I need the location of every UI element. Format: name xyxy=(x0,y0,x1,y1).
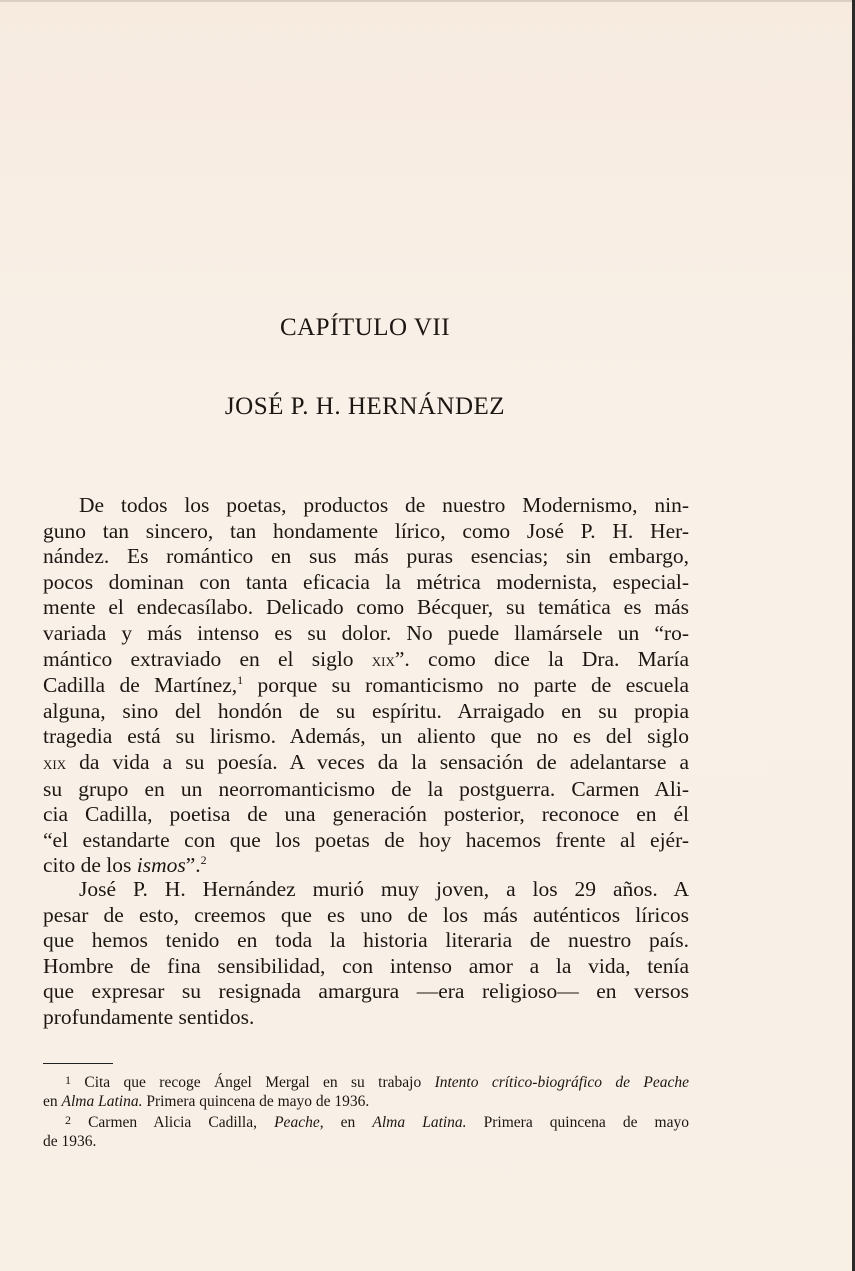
text-line: Hombre de fina sensibilidad, con intenso amor a la vida, tenía xyxy=(43,953,689,978)
text-line: alguna, sino del hondón de su espíritu. Arraigado en su propia xyxy=(43,698,689,723)
text-line: mente el endecasílabo. Delicado como Bécquer, su temática es más xyxy=(43,595,689,620)
text-segment: cito de los xyxy=(43,853,137,878)
text-line: pocos dominan con tanta eficacia la métrica modernista, especial- xyxy=(43,569,689,594)
text-line: tragedia está su lirismo. Además, un aliento que no es del siglo xyxy=(43,724,689,749)
page-top-edge xyxy=(0,0,855,2)
text-line: su grupo en un neorromanticismo de la postguerra. Carmen Ali- xyxy=(43,776,689,801)
italic-title: Intento crítico-biográfico de Peache xyxy=(434,1074,689,1091)
text-line: profundamente sentidos. xyxy=(43,1004,255,1029)
paragraph-1 xyxy=(43,493,689,879)
text-segment: ”. como dice la Dra. María xyxy=(394,646,689,671)
text-segment: Carmen Alicia Cadilla, xyxy=(71,1114,275,1131)
text-line: que hemos tenido en toda la historia literaria de nuestro país. xyxy=(43,928,689,953)
italic-title: Peache xyxy=(274,1114,320,1131)
text-segment: Primera quincena de mayo de 1936. xyxy=(142,1092,370,1110)
text-segment: , en xyxy=(319,1114,373,1131)
footnotes xyxy=(43,1071,689,1151)
footnote-divider xyxy=(43,1063,113,1064)
footnote-1-mark: 1 xyxy=(65,1073,71,1087)
text-line: que expresar su resignada amargura —era religioso— en versos xyxy=(43,979,689,1004)
small-caps-numeral: xix xyxy=(43,752,67,774)
text-line: variada y más intenso es su dolor. No puede llamársele un “ro- xyxy=(43,620,689,645)
text-segment: da vida a su poesía. A veces da la sensación de adelantarse a xyxy=(66,749,689,774)
text-segment: mántico extraviado en el siglo xyxy=(43,646,372,671)
text-line: nández. Es romántico en sus más puras esencias; sin embargo, xyxy=(43,544,689,569)
text-line: “el estandarte con que los poetas de hoy hacemos frente al ejér- xyxy=(43,827,689,852)
text-segment: Cita que recoge Ángel Mergal en su trabajo xyxy=(71,1074,435,1091)
text-line: De todos los poetas, productos de nuestro Modernismo, nin- xyxy=(79,493,689,517)
text-line: pesar de esto, creemos que es uno de los más auténticos líricos xyxy=(43,902,689,927)
italic-title: Alma Latina. xyxy=(372,1114,467,1131)
text-line xyxy=(43,647,689,674)
footnote-ref-2[interactable]: 2 xyxy=(200,853,207,868)
text-line xyxy=(43,673,689,699)
footnote-ref-1[interactable]: 1 xyxy=(237,673,244,688)
text-segment: ”. xyxy=(185,853,201,878)
footnote-1-line xyxy=(43,1093,689,1112)
footnote-1-line xyxy=(43,1071,689,1093)
footnote-2-line xyxy=(43,1111,689,1133)
text-segment: Cadilla de Martínez, xyxy=(43,673,238,698)
text-line xyxy=(43,750,689,777)
author-heading: JOSÉ P. H. HERNÁNDEZ xyxy=(224,393,506,420)
text-segment: en xyxy=(43,1092,62,1110)
italic-title: Alma Latina. xyxy=(61,1092,143,1110)
text-segment: Primera quincena de mayo xyxy=(466,1114,689,1131)
footnote-2-mark: 2 xyxy=(65,1113,71,1127)
text-line: cia Cadilla, poetisa de una generación posterior, reconoce en él xyxy=(43,802,689,827)
chapter-heading: CAPÍTULO VII xyxy=(279,314,451,341)
text-segment: porque su romanticismo no parte de escuela xyxy=(243,673,689,698)
text-line: José P. H. Hernández murió muy joven, a los 29 años. A xyxy=(79,877,689,901)
footnote-2-line: de 1936. xyxy=(43,1132,97,1150)
italic-term: ismos xyxy=(136,853,186,878)
text-line xyxy=(43,853,689,879)
paragraph-2 xyxy=(43,877,689,1031)
small-caps-numeral: xix xyxy=(371,649,395,671)
text-line: guno tan sincero, tan hondamente lírico, como José P. H. Her- xyxy=(43,518,689,543)
